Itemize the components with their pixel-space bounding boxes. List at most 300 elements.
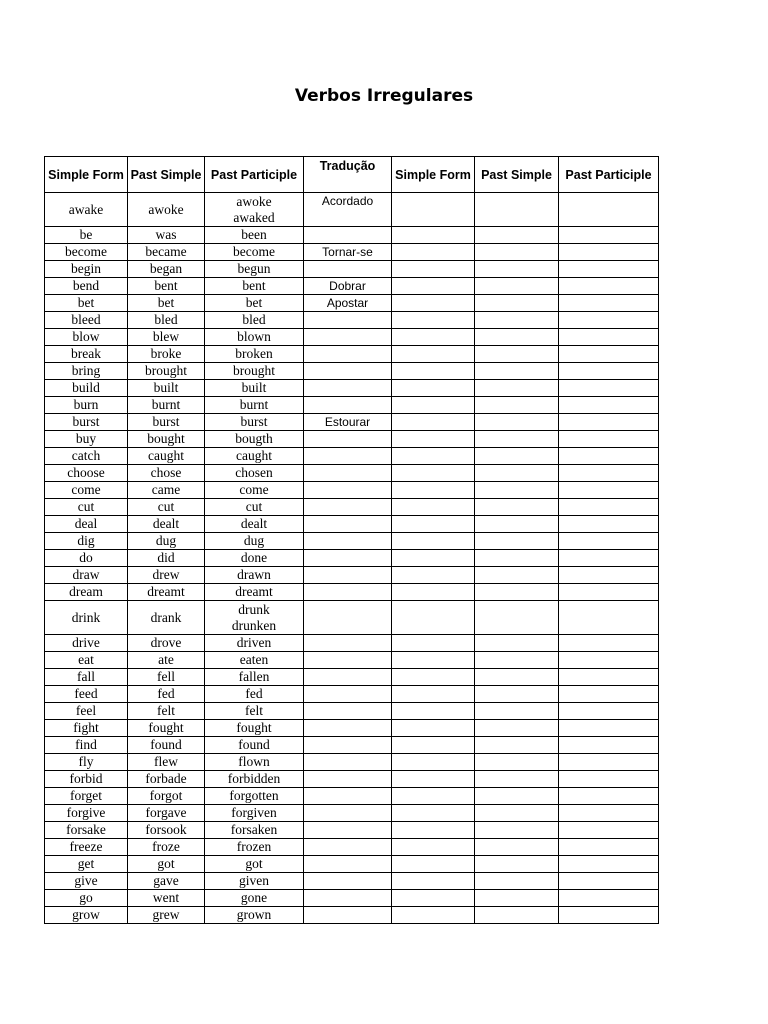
cell-past-participle [205, 652, 304, 669]
cell-traducao [304, 312, 392, 329]
cell-past-simple: felt [128, 703, 205, 720]
past-participle-text: chosen [235, 465, 273, 480]
table-row [45, 227, 659, 244]
cell-traducao [304, 227, 392, 244]
cell-simple-form: break [45, 346, 128, 363]
cell-past-participle-2 [559, 448, 659, 465]
cell-past-participle-2 [559, 788, 659, 805]
cell-simple-form-2 [392, 771, 475, 788]
cell-past-participle-2 [559, 465, 659, 482]
cell-past-simple-2 [475, 856, 559, 873]
table-row [45, 686, 659, 703]
table-row [45, 414, 659, 431]
cell-past-simple: built [128, 380, 205, 397]
header-simple-form-2: Simple Form [392, 157, 475, 193]
cell-past-simple: fed [128, 686, 205, 703]
cell-past-participle [205, 482, 304, 499]
table-row [45, 329, 659, 346]
cell-traducao [304, 839, 392, 856]
cell-past-participle [205, 448, 304, 465]
cell-past-simple: bought [128, 431, 205, 448]
past-participle-text: dreamt [235, 584, 273, 599]
cell-traducao: Dobrar [304, 278, 392, 295]
cell-simple-form-2 [392, 516, 475, 533]
cell-past-simple: burst [128, 414, 205, 431]
cell-past-simple: bled [128, 312, 205, 329]
cell-simple-form: awake [45, 193, 128, 227]
cell-past-simple-2 [475, 193, 559, 227]
cell-traducao [304, 380, 392, 397]
cell-past-participle [205, 295, 304, 312]
cell-past-participle [205, 397, 304, 414]
table-row [45, 669, 659, 686]
cell-past-simple-2 [475, 669, 559, 686]
cell-simple-form-2 [392, 584, 475, 601]
cell-traducao [304, 465, 392, 482]
cell-past-participle-2 [559, 703, 659, 720]
cell-traducao [304, 907, 392, 924]
table-row [45, 839, 659, 856]
table-row [45, 346, 659, 363]
past-participle-text: frozen [236, 839, 272, 854]
cell-simple-form-2 [392, 312, 475, 329]
cell-simple-form: find [45, 737, 128, 754]
cell-past-participle-2 [559, 567, 659, 584]
past-participle-text: given [239, 873, 269, 888]
past-participle-text: got [245, 856, 263, 871]
header-simple-form: Simple Form [45, 157, 128, 193]
table-row [45, 822, 659, 839]
cell-past-participle [205, 516, 304, 533]
cell-past-participle [205, 873, 304, 890]
past-participle-text: caught [236, 448, 272, 463]
past-participle-text: found [238, 737, 270, 752]
cell-past-simple: was [128, 227, 205, 244]
cell-simple-form-2 [392, 907, 475, 924]
cell-past-simple: cut [128, 499, 205, 516]
cell-past-participle-2 [559, 329, 659, 346]
cell-past-participle-2 [559, 414, 659, 431]
past-participle-text: been [241, 227, 267, 242]
cell-simple-form: bring [45, 363, 128, 380]
table-row [45, 805, 659, 822]
past-participle-text: burst [240, 414, 268, 429]
past-participle-text: bent [242, 278, 266, 293]
table-row [45, 754, 659, 771]
past-participle-text: bled [242, 312, 266, 327]
cell-past-participle [205, 261, 304, 278]
past-participle-text: come [239, 482, 269, 497]
table-row [45, 856, 659, 873]
cell-simple-form: drive [45, 635, 128, 652]
cell-past-simple-2 [475, 720, 559, 737]
cell-past-participle [205, 533, 304, 550]
cell-past-simple-2 [475, 822, 559, 839]
cell-traducao [304, 669, 392, 686]
cell-past-simple: froze [128, 839, 205, 856]
past-participle-text: forgotten [229, 788, 279, 803]
cell-past-participle [205, 703, 304, 720]
cell-past-simple: fought [128, 720, 205, 737]
cell-simple-form-2 [392, 431, 475, 448]
past-participle-text: fought [236, 720, 272, 735]
cell-past-simple-2 [475, 890, 559, 907]
past-participle-text: forsaken [230, 822, 278, 837]
cell-traducao [304, 652, 392, 669]
cell-past-participle-2 [559, 720, 659, 737]
cell-past-simple: drank [128, 601, 205, 635]
cell-past-participle-2 [559, 482, 659, 499]
cell-past-participle-2 [559, 346, 659, 363]
cell-past-simple: found [128, 737, 205, 754]
past-participle-text: done [240, 550, 268, 565]
cell-past-simple-2 [475, 499, 559, 516]
cell-past-participle [205, 312, 304, 329]
cell-past-simple: did [128, 550, 205, 567]
cell-traducao [304, 431, 392, 448]
cell-simple-form-2 [392, 601, 475, 635]
cell-past-participle [205, 771, 304, 788]
cell-simple-form-2 [392, 329, 475, 346]
cell-simple-form-2 [392, 856, 475, 873]
cell-simple-form-2 [392, 227, 475, 244]
cell-simple-form-2 [392, 890, 475, 907]
cell-past-simple: flew [128, 754, 205, 771]
cell-past-simple-2 [475, 261, 559, 278]
page-title: Verbos Irregulares [294, 86, 474, 106]
cell-past-participle-2 [559, 431, 659, 448]
past-participle-text: felt [245, 703, 263, 718]
cell-past-participle-2 [559, 822, 659, 839]
cell-past-simple-2 [475, 635, 559, 652]
cell-traducao [304, 788, 392, 805]
past-participle-text: broken [235, 346, 273, 361]
cell-simple-form: do [45, 550, 128, 567]
cell-past-simple-2 [475, 788, 559, 805]
table-row [45, 584, 659, 601]
cell-simple-form: catch [45, 448, 128, 465]
cell-traducao [304, 482, 392, 499]
cell-simple-form-2 [392, 567, 475, 584]
cell-simple-form: fight [45, 720, 128, 737]
cell-past-simple: went [128, 890, 205, 907]
cell-past-participle-2 [559, 873, 659, 890]
cell-past-participle-2 [559, 686, 659, 703]
cell-simple-form: build [45, 380, 128, 397]
table-row [45, 652, 659, 669]
past-participle-text: drawn [237, 567, 271, 582]
cell-simple-form: give [45, 873, 128, 890]
cell-simple-form: forget [45, 788, 128, 805]
cell-past-simple-2 [475, 397, 559, 414]
cell-past-simple-2 [475, 533, 559, 550]
past-participle-text: drunk [238, 601, 270, 617]
cell-past-simple: caught [128, 448, 205, 465]
table-row [45, 890, 659, 907]
table-row [45, 465, 659, 482]
cell-past-simple-2 [475, 703, 559, 720]
header-past-simple-2: Past Simple [475, 157, 559, 193]
past-participle-text: flown [238, 754, 270, 769]
cell-past-participle [205, 346, 304, 363]
cell-past-simple-2 [475, 873, 559, 890]
cell-past-participle-2 [559, 805, 659, 822]
cell-simple-form-2 [392, 754, 475, 771]
cell-past-participle [205, 193, 304, 227]
table-row [45, 703, 659, 720]
cell-past-simple-2 [475, 278, 559, 295]
cell-simple-form: go [45, 890, 128, 907]
cell-past-simple-2 [475, 346, 559, 363]
cell-past-participle [205, 363, 304, 380]
table-row [45, 720, 659, 737]
table-row [45, 788, 659, 805]
cell-simple-form-2 [392, 482, 475, 499]
cell-past-participle-2 [559, 907, 659, 924]
cell-simple-form-2 [392, 652, 475, 669]
cell-traducao [304, 686, 392, 703]
cell-past-simple: fell [128, 669, 205, 686]
cell-simple-form-2 [392, 448, 475, 465]
cell-past-simple: ate [128, 652, 205, 669]
cell-past-participle-2 [559, 516, 659, 533]
cell-past-participle [205, 584, 304, 601]
table-row [45, 771, 659, 788]
cell-past-simple: brought [128, 363, 205, 380]
cell-past-participle [205, 737, 304, 754]
past-participle-text: cut [245, 499, 263, 514]
cell-simple-form: come [45, 482, 128, 499]
table-row [45, 261, 659, 278]
cell-past-participle-2 [559, 397, 659, 414]
cell-past-participle [205, 839, 304, 856]
cell-past-participle-2 [559, 278, 659, 295]
cell-simple-form: forbid [45, 771, 128, 788]
cell-past-simple: got [128, 856, 205, 873]
cell-past-participle-2 [559, 890, 659, 907]
cell-past-simple-2 [475, 244, 559, 261]
cell-past-participle [205, 754, 304, 771]
cell-past-simple-2 [475, 448, 559, 465]
cell-simple-form-2 [392, 822, 475, 839]
cell-past-participle-2 [559, 499, 659, 516]
cell-past-participle [205, 907, 304, 924]
past-participle-text: driven [236, 635, 272, 650]
cell-traducao [304, 567, 392, 584]
cell-past-participle-2 [559, 856, 659, 873]
cell-simple-form: forsake [45, 822, 128, 839]
past-participle-text: gone [240, 890, 268, 905]
cell-traducao [304, 584, 392, 601]
cell-simple-form-2 [392, 635, 475, 652]
cell-simple-form: burst [45, 414, 128, 431]
table-row [45, 907, 659, 924]
table-row [45, 397, 659, 414]
cell-traducao [304, 363, 392, 380]
cell-past-simple-2 [475, 652, 559, 669]
cell-past-simple-2 [475, 295, 559, 312]
cell-traducao [304, 873, 392, 890]
cell-past-participle-2 [559, 550, 659, 567]
past-participle-text: bet [245, 295, 263, 310]
past-participle-text: awaked [233, 209, 275, 225]
cell-past-simple: broke [128, 346, 205, 363]
cell-traducao: Estourar [304, 414, 392, 431]
cell-simple-form-2 [392, 414, 475, 431]
cell-past-simple: forgave [128, 805, 205, 822]
table-row [45, 448, 659, 465]
cell-past-participle [205, 244, 304, 261]
cell-past-participle-2 [559, 244, 659, 261]
cell-traducao [304, 635, 392, 652]
cell-simple-form-2 [392, 839, 475, 856]
past-participle-text: fallen [238, 669, 270, 684]
cell-past-participle [205, 635, 304, 652]
cell-past-simple: chose [128, 465, 205, 482]
past-participle-text: forgiven [231, 805, 277, 820]
cell-simple-form: feed [45, 686, 128, 703]
header-past-participle: Past Participle [205, 157, 304, 193]
cell-simple-form: become [45, 244, 128, 261]
past-participle-text: become [233, 244, 275, 259]
cell-past-simple-2 [475, 907, 559, 924]
cell-past-participle-2 [559, 312, 659, 329]
cell-past-participle [205, 686, 304, 703]
cell-past-simple: bent [128, 278, 205, 295]
cell-traducao [304, 822, 392, 839]
cell-traducao [304, 499, 392, 516]
cell-simple-form: feel [45, 703, 128, 720]
table-row [45, 567, 659, 584]
cell-simple-form: dream [45, 584, 128, 601]
header-traducao: Tradução [304, 157, 392, 193]
cell-traducao [304, 771, 392, 788]
cell-simple-form: buy [45, 431, 128, 448]
past-participle-text: built [241, 380, 267, 395]
cell-simple-form: eat [45, 652, 128, 669]
cell-past-participle-2 [559, 839, 659, 856]
table-row [45, 363, 659, 380]
cell-past-participle-2 [559, 754, 659, 771]
cell-simple-form-2 [392, 295, 475, 312]
cell-past-participle [205, 856, 304, 873]
cell-past-simple-2 [475, 686, 559, 703]
cell-simple-form-2 [392, 805, 475, 822]
table-row [45, 499, 659, 516]
cell-traducao [304, 516, 392, 533]
cell-past-simple-2 [475, 363, 559, 380]
cell-past-simple: blew [128, 329, 205, 346]
table-row [45, 312, 659, 329]
table-row [45, 278, 659, 295]
cell-simple-form: fall [45, 669, 128, 686]
cell-simple-form-2 [392, 873, 475, 890]
cell-past-participle [205, 414, 304, 431]
cell-past-simple-2 [475, 380, 559, 397]
cell-simple-form: forgive [45, 805, 128, 822]
cell-traducao: Acordado [304, 193, 392, 227]
cell-past-simple: bet [128, 295, 205, 312]
cell-traducao [304, 737, 392, 754]
past-participle-text: burnt [239, 397, 269, 412]
cell-traducao [304, 261, 392, 278]
cell-past-simple: awoke [128, 193, 205, 227]
cell-traducao [304, 720, 392, 737]
cell-past-participle [205, 227, 304, 244]
cell-past-participle [205, 329, 304, 346]
past-participle-text: brought [233, 363, 275, 378]
cell-past-participle-2 [559, 380, 659, 397]
cell-simple-form-2 [392, 533, 475, 550]
cell-past-participle [205, 278, 304, 295]
cell-past-participle [205, 822, 304, 839]
cell-past-participle-2 [559, 193, 659, 227]
past-participle-text: dealt [240, 516, 268, 531]
cell-past-simple-2 [475, 516, 559, 533]
cell-past-participle-2 [559, 652, 659, 669]
table-row [45, 193, 659, 227]
cell-simple-form-2 [392, 244, 475, 261]
cell-simple-form-2 [392, 669, 475, 686]
table-row [45, 431, 659, 448]
cell-past-simple-2 [475, 431, 559, 448]
cell-past-simple-2 [475, 329, 559, 346]
cell-past-participle [205, 805, 304, 822]
cell-simple-form-2 [392, 465, 475, 482]
cell-traducao: Tornar-se [304, 244, 392, 261]
cell-past-participle-2 [559, 295, 659, 312]
cell-past-simple-2 [475, 312, 559, 329]
cell-simple-form-2 [392, 720, 475, 737]
cell-past-participle-2 [559, 635, 659, 652]
cell-past-simple-2 [475, 550, 559, 567]
cell-simple-form: bleed [45, 312, 128, 329]
cell-past-participle-2 [559, 227, 659, 244]
cell-past-simple-2 [475, 839, 559, 856]
cell-past-participle-2 [559, 601, 659, 635]
past-participle-text: dug [243, 533, 265, 548]
cell-simple-form: be [45, 227, 128, 244]
cell-simple-form: bet [45, 295, 128, 312]
cell-past-simple: dug [128, 533, 205, 550]
cell-past-simple-2 [475, 771, 559, 788]
table-row [45, 635, 659, 652]
cell-simple-form-2 [392, 397, 475, 414]
past-participle-text: grown [236, 907, 272, 922]
table-row [45, 516, 659, 533]
cell-past-participle-2 [559, 261, 659, 278]
cell-past-participle [205, 720, 304, 737]
table-row [45, 873, 659, 890]
cell-past-simple: drove [128, 635, 205, 652]
cell-traducao [304, 329, 392, 346]
cell-simple-form-2 [392, 363, 475, 380]
cell-simple-form: grow [45, 907, 128, 924]
cell-past-participle [205, 601, 304, 635]
cell-past-simple-2 [475, 754, 559, 771]
cell-past-simple-2 [475, 737, 559, 754]
past-participle-text: fed [245, 686, 263, 701]
cell-simple-form: get [45, 856, 128, 873]
cell-past-simple-2 [475, 601, 559, 635]
past-participle-text: begun [237, 261, 271, 276]
cell-simple-form: cut [45, 499, 128, 516]
cell-past-simple: became [128, 244, 205, 261]
cell-simple-form: begin [45, 261, 128, 278]
past-participle-text: awoke [236, 193, 272, 209]
cell-traducao [304, 448, 392, 465]
table-row [45, 295, 659, 312]
